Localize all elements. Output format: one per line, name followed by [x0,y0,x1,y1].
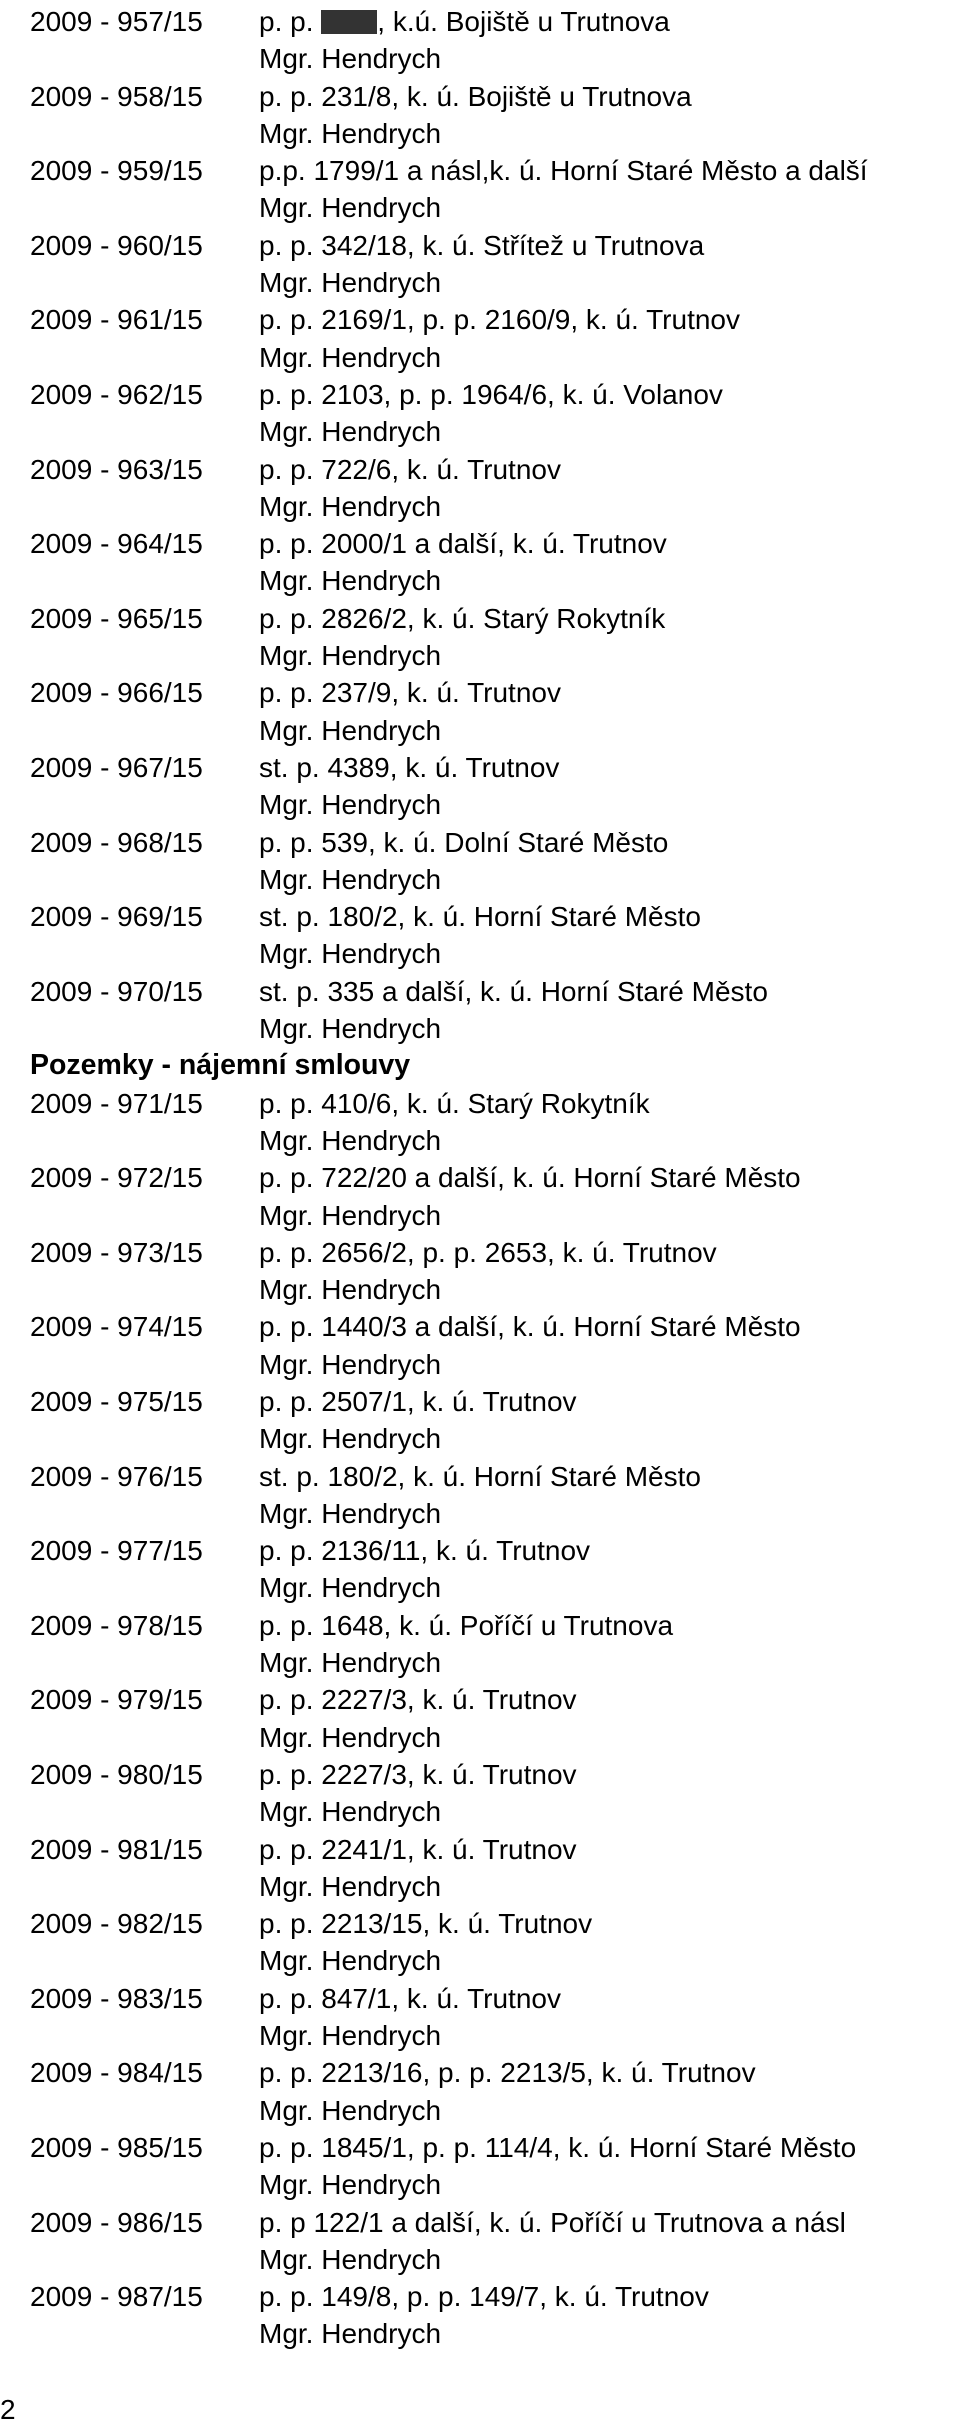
entry-person: Mgr. Hendrych [259,2243,442,2275]
list-item [30,1756,950,1831]
entry-person: Mgr. Hendrych [259,938,442,970]
entry-line [30,600,950,637]
entry-number: 2009 - 973/15 [30,1236,203,1268]
entry-line [30,1159,950,1196]
entry-person-line [30,2315,950,2352]
entry-number: 2009 - 986/15 [30,2206,203,2238]
entry-number: 2009 - 985/15 [30,2131,203,2163]
entry-person: Mgr. Hendrych [259,1423,442,1455]
entry-description: p. p. 2241/1, k. ú. Trutnov [259,1833,577,1865]
entry-description [259,3,950,40]
list-item [30,78,950,153]
entry-number: 2009 - 979/15 [30,1684,203,1716]
entry-person: Mgr. Hendrych [259,565,442,597]
entry-number: 2009 - 958/15 [30,80,203,112]
entry-line [30,301,950,338]
entry-line [30,2054,950,2091]
section-heading: Pozemky - nájemní smlouvy [30,1049,411,1082]
list-item [30,898,950,973]
entry-number: 2009 - 965/15 [30,602,203,634]
entry-number: 2009 - 961/15 [30,304,203,336]
list-item [30,1085,950,1160]
entry-description: p. p. 237/9, k. ú. Trutnov [259,677,561,709]
entry-number: 2009 - 983/15 [30,1982,203,2014]
entry-line [30,2278,950,2315]
entry-person: Mgr. Hendrych [259,341,442,373]
entry-person-line [30,40,950,77]
list-item [30,1831,950,1906]
list-item [30,2129,950,2204]
section-entries [30,3,950,1047]
entry-number: 2009 - 980/15 [30,1758,203,1790]
entry-person: Mgr. Hendrych [259,863,442,895]
entry-description: p. p. 2227/3, k. ú. Trutnov [259,1758,577,1790]
entry-description: p. p. 410/6, k. ú. Starý Rokytník [259,1087,650,1119]
list-item [30,1532,950,1607]
entry-description: st. p. 180/2, k. ú. Horní Staré Město [259,901,701,933]
entry-number: 2009 - 982/15 [30,1908,203,1940]
entry-line [30,749,950,786]
entry-number: 2009 - 963/15 [30,453,203,485]
entry-line [30,376,950,413]
entry-person-line [30,115,950,152]
entry-person: Mgr. Hendrych [259,2169,442,2201]
entry-number: 2009 - 978/15 [30,1609,203,1641]
list-item [30,1458,950,1533]
entry-person-line [30,562,950,599]
entry-line [30,973,950,1010]
entry-line [30,2129,950,2166]
document-page [30,3,950,2353]
entry-line [30,674,950,711]
entry-line [30,3,950,40]
entry-person: Mgr. Hendrych [259,416,442,448]
entry-description: p. p. 149/8, p. p. 149/7, k. ú. Trutnov [259,2281,709,2313]
entry-person-line [30,712,950,749]
entry-number: 2009 - 981/15 [30,1833,203,1865]
entry-line [30,78,950,115]
entry-description: p. p. 722/6, k. ú. Trutnov [259,453,561,485]
entry-line [30,1831,950,1868]
entry-line [30,824,950,861]
entry-description: p. p. 2826/2, k. ú. Starý Rokytník [259,602,666,634]
entry-description: p. p. 2507/1, k. ú. Trutnov [259,1385,577,1417]
entry-line [30,898,950,935]
entry-line [30,1383,950,1420]
entry-line [30,1607,950,1644]
list-item [30,1607,950,1682]
entry-number: 2009 - 972/15 [30,1162,203,1194]
entry-number: 2009 - 984/15 [30,2057,203,2089]
entry-number: 2009 - 959/15 [30,155,203,187]
entry-person: Mgr. Hendrych [259,117,442,149]
page-number: 2 [0,2394,16,2425]
entry-person: Mgr. Hendrych [259,714,442,746]
list-item [30,2204,950,2279]
entry-line [30,1308,950,1345]
entry-person: Mgr. Hendrych [259,1721,442,1753]
entry-line [30,1458,950,1495]
entry-line [30,152,950,189]
entry-line [30,2204,950,2241]
entry-description: p. p. 539, k. ú. Dolní Staré Město [259,826,669,858]
entry-description: p. p. 2000/1 a další, k. ú. Trutnov [259,528,667,560]
entry-person-line [30,1420,950,1457]
entry-person-line [30,1346,950,1383]
list-item [30,1980,950,2055]
entry-person-line [30,339,950,376]
entry-person-line [30,861,950,898]
list-item [30,1905,950,1980]
entry-person-line [30,1197,950,1234]
entry-person-line [30,189,950,226]
entry-description: p. p. 231/8, k. ú. Bojiště u Trutnova [259,80,692,112]
list-item [30,2278,950,2353]
redaction-block [321,10,377,34]
entry-line [30,1980,950,2017]
section-entries [30,1085,950,2353]
entry-person-line [30,935,950,972]
entry-description: st. p. 335 a další, k. ú. Horní Staré Město [259,975,768,1007]
entry-person-line [30,2092,950,2129]
entry-person-line [30,2166,950,2203]
entry-description: p. p. 1648, k. ú. Poříčí u Trutnova [259,1609,674,1641]
entry-number: 2009 - 974/15 [30,1311,203,1343]
list-item [30,3,950,78]
entry-person: Mgr. Hendrych [259,640,442,672]
entry-person: Mgr. Hendrych [259,1870,442,1902]
entry-person: Mgr. Hendrych [259,789,442,821]
entry-person-line [30,1569,950,1606]
entry-number: 2009 - 977/15 [30,1535,203,1567]
entry-number: 2009 - 968/15 [30,826,203,858]
entry-person-line [30,1868,950,1905]
entry-description: p. p. 2213/15, k. ú. Trutnov [259,1908,593,1940]
entry-description: p. p. 2103, p. p. 1964/6, k. ú. Volanov [259,378,723,410]
entry-person-line [30,637,950,674]
entry-number: 2009 - 964/15 [30,528,203,560]
entry-line [30,227,950,264]
entry-person: Mgr. Hendrych [259,2318,442,2350]
list-item [30,600,950,675]
list-item [30,973,950,1048]
entry-person: Mgr. Hendrych [259,1124,442,1156]
entry-description: st. p. 180/2, k. ú. Horní Staré Město [259,1460,701,1492]
entry-description: p. p. 847/1, k. ú. Trutnov [259,1982,561,2014]
entry-description: p. p. 2227/3, k. ú. Trutnov [259,1684,577,1716]
entry-line [30,1905,950,1942]
entry-number: 2009 - 987/15 [30,2281,203,2313]
entry-description: p. p. 342/18, k. ú. Střítež u Trutnova [259,229,705,261]
entry-person: Mgr. Hendrych [259,1796,442,1828]
entry-line [30,1532,950,1569]
list-item [30,1681,950,1756]
entry-person-line [30,1793,950,1830]
entry-person-line [30,1010,950,1047]
entry-person: Mgr. Hendrych [259,1013,442,1045]
list-item [30,152,950,227]
list-item [30,525,950,600]
list-item [30,1159,950,1234]
entry-number: 2009 - 960/15 [30,229,203,261]
entry-description: p. p. 1440/3 a další, k. ú. Horní Staré Město [259,1311,801,1343]
entry-number: 2009 - 962/15 [30,378,203,410]
entry-number: 2009 - 971/15 [30,1087,203,1119]
entry-number: 2009 - 967/15 [30,751,203,783]
entry-line [30,451,950,488]
entry-person-line [30,413,950,450]
entry-person: Mgr. Hendrych [259,1945,442,1977]
entry-person-line [30,1122,950,1159]
list-item [30,301,950,376]
list-item [30,1308,950,1383]
list-item [30,824,950,899]
entry-person-line [30,786,950,823]
entry-description: p. p. 1845/1, p. p. 114/4, k. ú. Horní Staré Město [259,2131,857,2163]
entry-description: p. p 122/1 a další, k. ú. Poříčí u Trutnova a násl [259,2206,846,2238]
entry-person-line [30,2241,950,2278]
entry-person-line [30,1719,950,1756]
entry-person: Mgr. Hendrych [259,2020,442,2052]
entry-person: Mgr. Hendrych [259,2094,442,2126]
entry-person: Mgr. Hendrych [259,1348,442,1380]
list-item [30,749,950,824]
entry-description-prefix: p. p. [259,6,314,37]
entry-description: p. p. 2656/2, p. p. 2653, k. ú. Trutnov [259,1236,717,1268]
entry-line [30,1756,950,1793]
entry-person: Mgr. Hendrych [259,490,442,522]
entry-description: p. p. 2169/1, p. p. 2160/9, k. ú. Trutnov [259,304,740,336]
list-item [30,1383,950,1458]
entry-person: Mgr. Hendrych [259,1199,442,1231]
entry-person: Mgr. Hendrych [259,43,442,75]
list-item [30,674,950,749]
entry-person-line [30,1942,950,1979]
list-item [30,2054,950,2129]
entry-person-line [30,2017,950,2054]
entry-description-suffix: , k.ú. Bojiště u Trutnova [377,6,670,37]
entry-person-line [30,264,950,301]
entry-person: Mgr. Hendrych [259,1497,442,1529]
list-item [30,227,950,302]
entry-person-line [30,1271,950,1308]
entry-person: Mgr. Hendrych [259,1647,442,1679]
entry-description: p. p. 2213/16, p. p. 2213/5, k. ú. Trutnov [259,2057,756,2089]
entry-description: p. p. 722/20 a další, k. ú. Horní Staré Město [259,1162,801,1194]
entry-number: 2009 - 970/15 [30,975,203,1007]
entry-person: Mgr. Hendrych [259,1572,442,1604]
entry-person-line [30,1644,950,1681]
entry-description: st. p. 4389, k. ú. Trutnov [259,751,560,783]
entry-line [30,1681,950,1718]
list-item [30,376,950,451]
entry-number: 2009 - 976/15 [30,1460,203,1492]
entry-person-line [30,1495,950,1532]
entry-line [30,1085,950,1122]
entry-person-line [30,488,950,525]
entry-person: Mgr. Hendrych [259,267,442,299]
list-item [30,451,950,526]
entry-description: p. p. 2136/11, k. ú. Trutnov [259,1535,591,1567]
entry-number: 2009 - 966/15 [30,677,203,709]
entry-description: p.p. 1799/1 a násl,k. ú. Horní Staré Město a další [259,155,868,187]
entry-number: 2009 - 957/15 [30,6,203,37]
entry-number: 2009 - 975/15 [30,1385,203,1417]
entry-number: 2009 - 969/15 [30,901,203,933]
entry-line [30,1234,950,1271]
list-item [30,1234,950,1309]
entry-line [30,525,950,562]
entry-person: Mgr. Hendrych [259,192,442,224]
entry-person: Mgr. Hendrych [259,1274,442,1306]
